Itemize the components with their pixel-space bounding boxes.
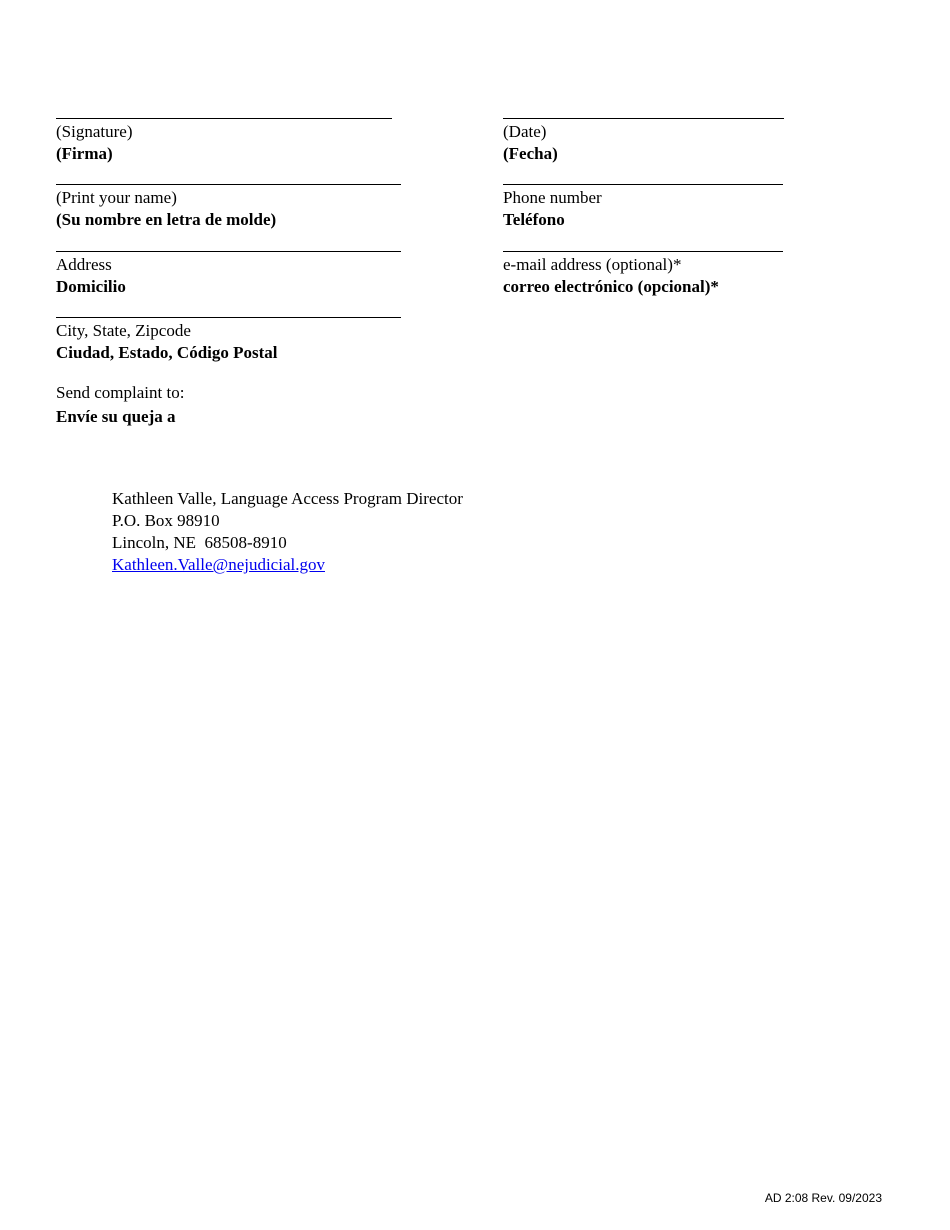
signature-label-es: (Firma) [56, 144, 113, 163]
address-label-es: Domicilio [56, 277, 126, 296]
email-label-es: correo electrónico (opcional)* [503, 277, 719, 296]
recipient-email-row [112, 554, 463, 576]
city-state-zip-field [56, 317, 401, 364]
recipient-name-title: Kathleen Valle, Language Access Program Director [112, 489, 463, 508]
send-complaint-section [56, 382, 184, 428]
form-number: AD 2:08 Rev. 09/2023 [764, 1191, 882, 1205]
signature-line[interactable] [56, 118, 392, 119]
send-complaint-label-en: Send complaint to: [56, 383, 185, 402]
phone-label-en: Phone number [503, 188, 602, 207]
phone-field [503, 184, 783, 231]
phone-label-es: Teléfono [503, 210, 565, 229]
recipient-city-line: Lincoln, NE 68508-8910 [112, 533, 287, 552]
date-label-en: (Date) [503, 122, 547, 141]
date-label-es: (Fecha) [503, 144, 558, 163]
print-name-line[interactable] [56, 184, 401, 185]
print-name-label-es: (Su nombre en letra de molde) [56, 210, 277, 229]
print-name-label-en: (Print your name) [56, 188, 177, 207]
recipient-address [112, 488, 463, 576]
recipient-email-link[interactable]: Kathleen.Valle@nejudicial.gov [112, 555, 325, 574]
recipient-po-box: P.O. Box 98910 [112, 511, 220, 530]
email-field [503, 251, 783, 298]
email-line[interactable] [503, 251, 783, 252]
address-field [56, 251, 401, 298]
signature-label-en: (Signature) [56, 122, 133, 141]
date-field [503, 118, 784, 165]
city-state-zip-line[interactable] [56, 317, 401, 318]
signature-field [56, 118, 392, 165]
city-state-zip-label-es: Ciudad, Estado, Código Postal [56, 343, 278, 362]
print-name-field [56, 184, 401, 231]
address-line[interactable] [56, 251, 401, 252]
date-line[interactable] [503, 118, 784, 119]
phone-line[interactable] [503, 184, 783, 185]
city-state-zip-label-en: City, State, Zipcode [56, 321, 191, 340]
address-label-en: Address [56, 255, 112, 274]
email-label-en: e-mail address (optional)* [503, 255, 682, 274]
send-complaint-label-es: Envíe su queja a [56, 407, 176, 426]
